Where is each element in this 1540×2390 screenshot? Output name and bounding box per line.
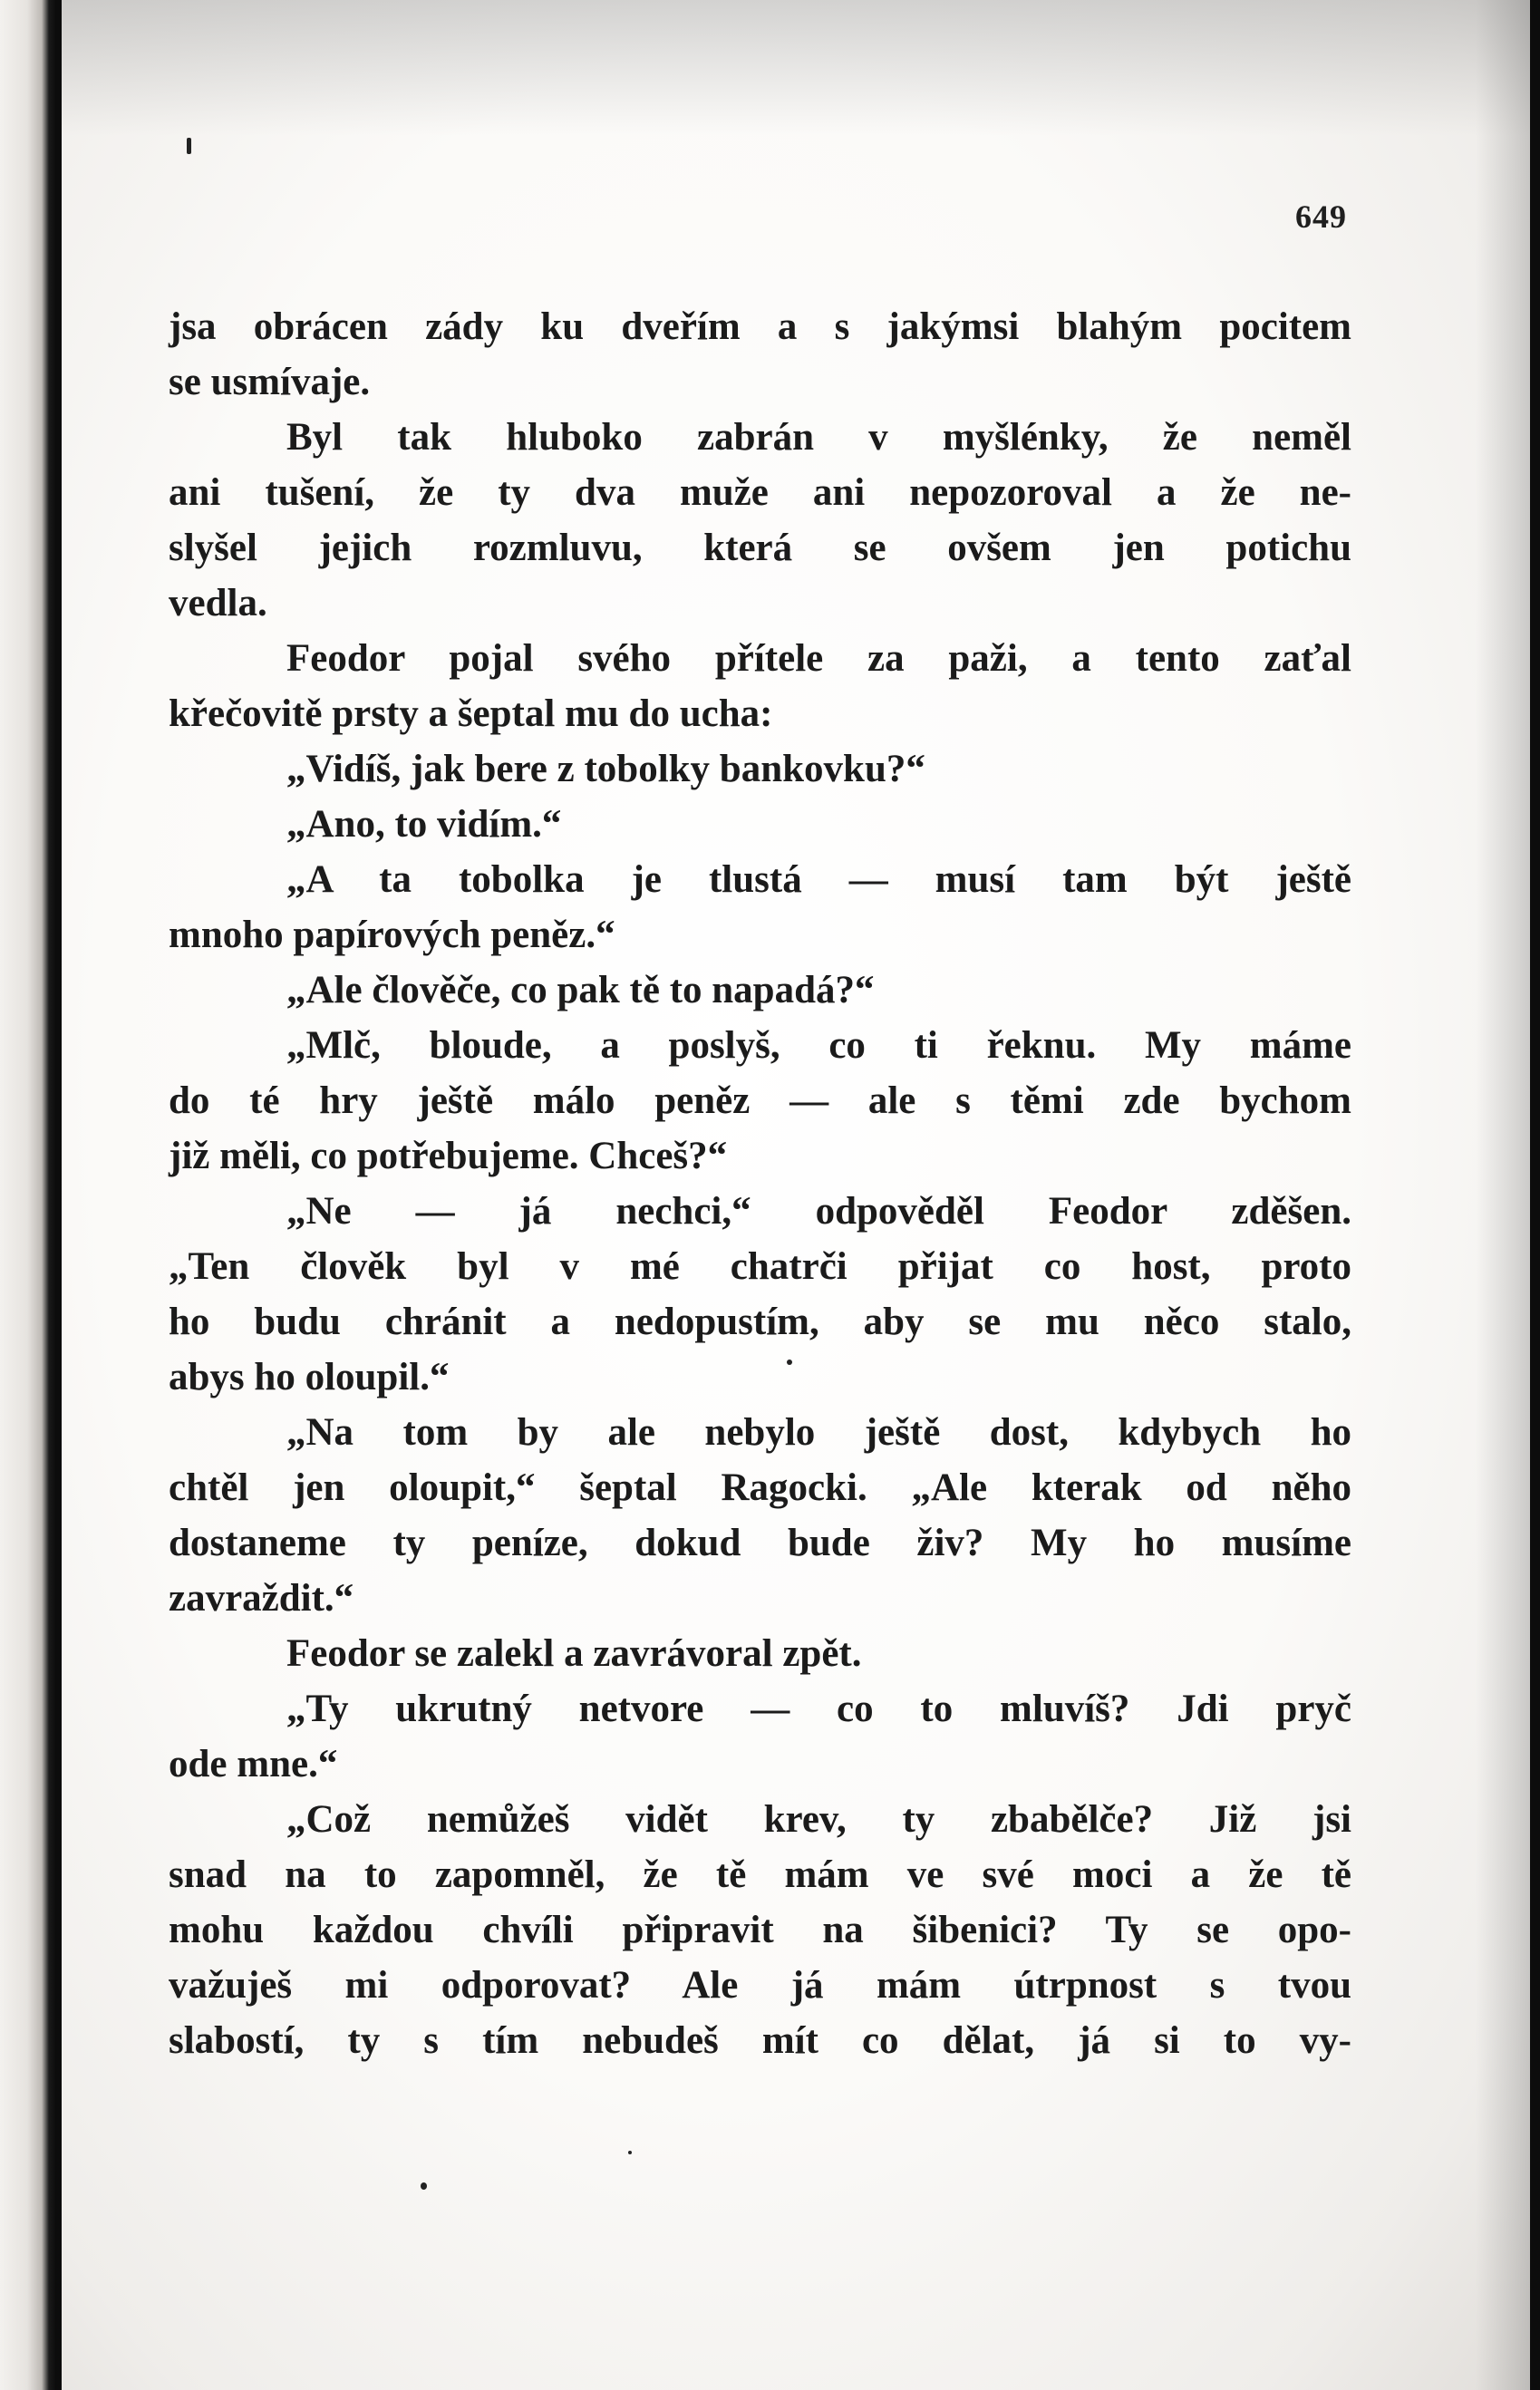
text-line: zavraždit.“ bbox=[169, 1577, 354, 1620]
top-shadow bbox=[62, 0, 1530, 136]
text-line: slabostí, ty s tím nebudeš mít co dělat, já si to vy- bbox=[169, 2019, 1351, 2062]
book-spine-edge bbox=[0, 0, 56, 2390]
text-line: křečovitě prsty a šeptal mu do ucha: bbox=[169, 692, 773, 735]
book-page bbox=[62, 0, 1530, 2390]
text-line: mnoho papírových peněz.“ bbox=[169, 914, 615, 956]
text-line: „Ne — já nechci,“ odpověděl Feodor zděšen. bbox=[286, 1190, 1351, 1233]
text-line: „Což nemůžeš vidět krev, ty zbabělče? Již jsi bbox=[286, 1798, 1351, 1841]
text-line: do té hry ještě málo peněz — ale s těmi zde bychom bbox=[169, 1079, 1351, 1122]
text-line: Byl tak hluboko zabrán v myšlénky, že neměl bbox=[286, 416, 1351, 459]
body-text bbox=[169, 299, 1351, 2068]
text-line: vedla. bbox=[169, 582, 267, 624]
text-line: „Ano, to vidím.“ bbox=[286, 803, 562, 846]
text-line: mohu každou chvíli připravit na šibenici? Ty se opo- bbox=[169, 1909, 1351, 1951]
text-line: Feodor pojal svého přítele za paži, a tento zaťal bbox=[286, 637, 1351, 680]
text-line: Feodor se zalekl a zavrávoral zpět. bbox=[286, 1632, 862, 1675]
text-line: „Ty ukrutný netvore — co to mluvíš? Jdi pryč bbox=[286, 1688, 1351, 1730]
page-number: 649 bbox=[1295, 198, 1347, 235]
text-line: „Ale člověče, co pak tě to napadá?“ bbox=[286, 969, 875, 1011]
text-line: ani tušení, že ty dva muže ani nepozoroval a že ne- bbox=[169, 471, 1351, 514]
text-line: abys ho oloupil.“ bbox=[169, 1356, 450, 1398]
text-line: jsa obrácen zády ku dveřím a s jakýmsi blahým pocitem bbox=[169, 305, 1351, 348]
text-line: ode mne.“ bbox=[169, 1743, 338, 1785]
text-line: „Ten člověk byl v mé chatrči přijat co host, proto bbox=[169, 1245, 1351, 1288]
text-line: važuješ mi odporovat? Ale já mám útrpnost s tvou bbox=[169, 1964, 1351, 2007]
ink-speck bbox=[628, 2151, 632, 2154]
text-line: ho budu chránit a nedopustím, aby se mu něco stalo, bbox=[169, 1301, 1351, 1343]
ink-speck bbox=[187, 138, 191, 154]
text-line: chtěl jen oloupit,“ šeptal Ragocki. „Ale kterak od něho bbox=[169, 1466, 1351, 1509]
text-line: „Na tom by ale nebylo ještě dost, kdybych ho bbox=[286, 1411, 1351, 1454]
text-line: „Vidíš, jak bere z tobolky bankovku?“ bbox=[286, 748, 925, 790]
text-line: snad na to zapomněl, že tě mám ve své moci a že tě bbox=[169, 1853, 1351, 1896]
right-shadow bbox=[1476, 0, 1530, 2390]
text-line: „Mlč, bloude, a poslyš, co ti řeknu. My máme bbox=[286, 1024, 1351, 1067]
ink-speck bbox=[421, 2182, 427, 2190]
text-line: se usmívaje. bbox=[169, 361, 371, 403]
text-line: „A ta tobolka je tlustá — musí tam být ještě bbox=[286, 858, 1351, 901]
text-line: již měli, co potřebujeme. Chceš?“ bbox=[169, 1135, 728, 1177]
text-line: dostaneme ty peníze, dokud bude živ? My ho musíme bbox=[169, 1522, 1351, 1564]
text-line: slyšel jejich rozmluvu, která se ovšem jen potichu bbox=[169, 527, 1351, 569]
